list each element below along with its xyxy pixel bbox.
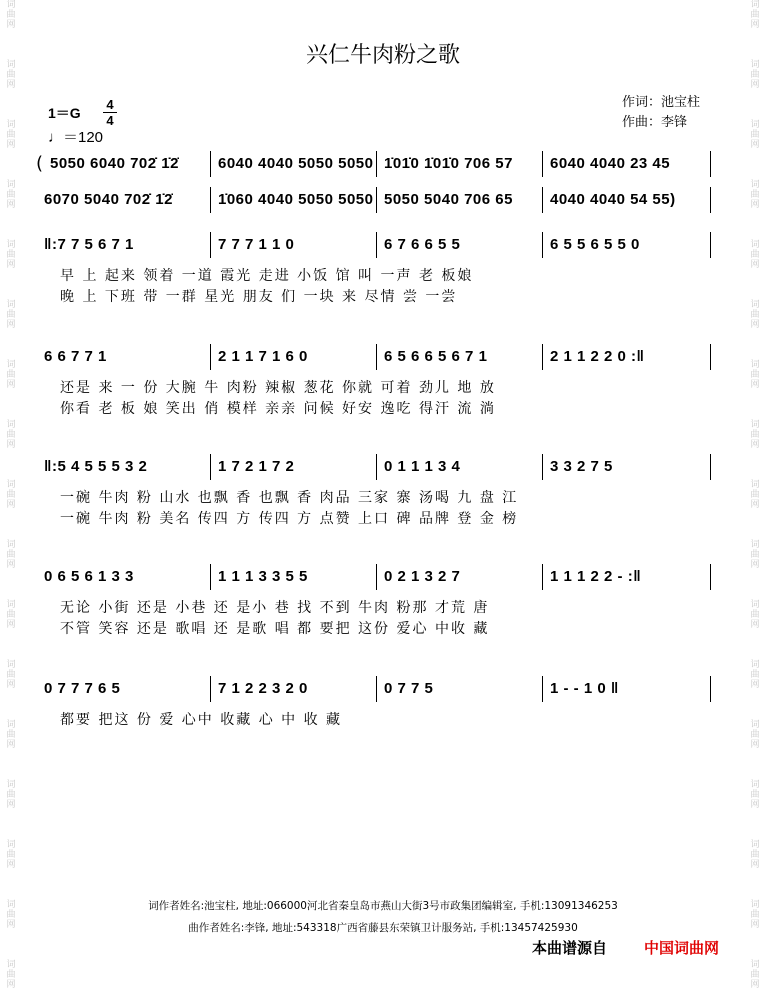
barline: [376, 151, 377, 177]
measure: 4040 4040 54 55): [550, 191, 676, 208]
watermark-text: 词 曲 网: [750, 960, 760, 990]
measure: 0 1 1 1 3 4: [384, 458, 461, 475]
credits: [622, 93, 700, 133]
watermark-text: 词 曲 网: [750, 360, 760, 390]
measure: 1̇01̇0 1̇01̇0 706 57: [384, 155, 513, 172]
barline: [210, 187, 211, 213]
source-label: 本曲谱源自: [532, 939, 608, 957]
measure: 0 2 1 3 2 7: [384, 568, 461, 585]
watermark-text: 词 曲 网: [6, 240, 16, 270]
time-sig-top: 4: [106, 97, 114, 112]
time-signature: [103, 97, 117, 128]
measure: 7 1 2 2 3 2 0: [218, 680, 308, 697]
barline: [376, 564, 377, 590]
barline: [710, 676, 711, 702]
barline: [542, 564, 543, 590]
barline: [210, 454, 211, 480]
lyric-line: 一碗 牛肉 粉 山水 也飘 香 也飘 香 肉品 三家 寨 汤喝 九 盘 江: [60, 490, 519, 506]
lyric-line: 晚 上 下班 带 一群 星光 朋友 们 一块 来 尽情 尝 一尝: [60, 289, 458, 305]
barline: [710, 344, 711, 370]
barline: [542, 187, 543, 213]
measure: 6 7 6 6 5 5: [384, 236, 461, 253]
barline: [710, 187, 711, 213]
watermark-text: 词 曲 网: [6, 780, 16, 810]
barline: [376, 676, 377, 702]
measure: 6070 5040 702̇ 1̇2̇: [44, 191, 173, 208]
watermark-text: 词 曲 网: [6, 960, 16, 990]
barline: [542, 344, 543, 370]
measure: 1 1 1 3 3 5 5: [218, 568, 308, 585]
watermark-text: 词 曲 网: [750, 60, 760, 90]
barline: [376, 187, 377, 213]
watermark-text: 词 曲 网: [750, 240, 760, 270]
watermark-text: 词 曲 网: [6, 540, 16, 570]
watermark-text: 词 曲 网: [6, 720, 16, 750]
measure: 6 5 6 6 5 6 7 1: [384, 348, 488, 365]
song-title: 兴仁牛肉粉之歌: [305, 43, 460, 68]
barline: [542, 232, 543, 258]
lyricist-info: 词作者姓名:池宝柱, 地址:066000河北省秦皇岛市燕山大街3号市政集团编辑室, 手机:13091346253: [148, 900, 618, 912]
time-sig-bottom: 4: [103, 112, 117, 128]
lyric-line: 还是 来 一 份 大腕 牛 肉粉 辣椒 葱花 你就 可着 劲儿 地 放: [60, 380, 496, 396]
measure: 1̇060 4040 5050 5050: [218, 191, 374, 208]
watermark-left: [2, 0, 20, 990]
watermark-text: 词 曲 网: [6, 180, 16, 210]
watermark-text: 词 曲 网: [6, 840, 16, 870]
barline: [710, 151, 711, 177]
key-signature: 1＝G: [48, 105, 81, 121]
lyric-line: 都要 把这 份 爱 心中 收藏 心 中 收 藏: [60, 712, 343, 728]
watermark-text: 词 曲 网: [6, 420, 16, 450]
watermark-text: 词 曲 网: [750, 0, 760, 30]
composer-info: 曲作者姓名:李锋, 地址:543318广西省藤县东荣镇卫计服务站, 手机:13457425930: [188, 922, 578, 934]
measure: 0 7 7 7 6 5: [44, 680, 121, 697]
barline: [710, 232, 711, 258]
watermark-text: 词 曲 网: [750, 180, 760, 210]
measure: 3 3 2 7 5: [550, 458, 613, 475]
barline: [710, 454, 711, 480]
watermark-text: 词 曲 网: [6, 120, 16, 150]
barline: [376, 454, 377, 480]
barline: [542, 151, 543, 177]
measure: 5050 6040 702̇ 1̇2̇: [50, 155, 179, 172]
watermark-text: 词 曲 网: [6, 300, 16, 330]
measure: 0 6 5 6 1 3 3: [44, 568, 134, 585]
lyric-line: 你看 老 板 娘 笑出 俏 模样 亲亲 问候 好安 逸吃 得汗 流 淌: [60, 401, 496, 417]
measure: 2 1 1 2 2 0 :‖: [550, 348, 645, 365]
watermark-text: 词 曲 网: [750, 660, 760, 690]
measure: 0 7 7 5: [384, 680, 434, 697]
lyricist-credit: 作词：池宝柱: [622, 95, 701, 110]
barline: [210, 232, 211, 258]
watermark-text: 词 曲 网: [750, 720, 760, 750]
watermark-text: 词 曲 网: [750, 600, 760, 630]
watermark-text: 词 曲 网: [750, 420, 760, 450]
watermark-text: 词 曲 网: [750, 300, 760, 330]
measure: 5050 5040 706 65: [384, 191, 513, 208]
source-site-link[interactable]: 中国词曲网: [644, 939, 720, 957]
measure: ‖:7 7 5 6 7 1: [44, 236, 134, 253]
barline: [376, 344, 377, 370]
watermark-text: 词 曲 网: [750, 480, 760, 510]
composer-credit: 作曲：李锋: [622, 115, 688, 130]
measure: 1 7 2 1 7 2: [218, 458, 295, 475]
watermark-text: 词 曲 网: [750, 780, 760, 810]
watermark-text: 词 曲 网: [750, 840, 760, 870]
watermark-text: 词 曲 网: [6, 0, 16, 30]
watermark-text: 词 曲 网: [6, 660, 16, 690]
measure: ‖:5 4 5 5 5 3 2: [44, 458, 148, 475]
barline: [210, 151, 211, 177]
lyric-line: 一碗 牛肉 粉 美名 传四 方 传四 方 点赞 上口 碑 品牌 登 金 榜: [60, 511, 519, 527]
barline: [376, 232, 377, 258]
watermark-text: 词 曲 网: [750, 540, 760, 570]
watermark-right: [746, 0, 764, 990]
tempo-marking: ♩＝120: [48, 129, 104, 146]
barline: [210, 564, 211, 590]
watermark-text: 词 曲 网: [6, 480, 16, 510]
measure: 7 7 7 1 1 0: [218, 236, 295, 253]
barline: [210, 676, 211, 702]
watermark-text: 词 曲 网: [6, 360, 16, 390]
watermark-text: 词 曲 网: [6, 600, 16, 630]
lyric-line: 不管 笑容 还是 歌唱 还 是歌 唱 都 要把 这份 爱心 中收 藏: [60, 621, 490, 637]
measure: 2 1 1 7 1 6 0: [218, 348, 308, 365]
watermark-text: 词 曲 网: [750, 900, 760, 930]
barline: [542, 454, 543, 480]
measure: 1 - - 1 0 ‖: [550, 680, 619, 697]
measure: 6040 4040 23 45: [550, 155, 671, 172]
lyric-line: 无论 小街 还是 小巷 还 是小 巷 找 不到 牛肉 粉那 才荒 唐: [60, 600, 490, 616]
measure: 6 5 5 6 5 5 0: [550, 236, 640, 253]
barline: [210, 344, 211, 370]
watermark-text: 词 曲 网: [6, 60, 16, 90]
watermark-text: 词 曲 网: [6, 900, 16, 930]
barline: [542, 676, 543, 702]
measure: 6 6 7 7 1: [44, 348, 107, 365]
barline: [710, 564, 711, 590]
lyric-line: 早 上 起来 领着 一道 霞光 走进 小饭 馆 叫 一声 老 板娘: [60, 268, 474, 284]
measure: 6040 4040 5050 5050: [218, 155, 374, 172]
measure: 1 1 1 2 2 - :‖: [550, 568, 642, 585]
intro-paren: (: [36, 153, 45, 174]
watermark-text: 词 曲 网: [750, 120, 760, 150]
